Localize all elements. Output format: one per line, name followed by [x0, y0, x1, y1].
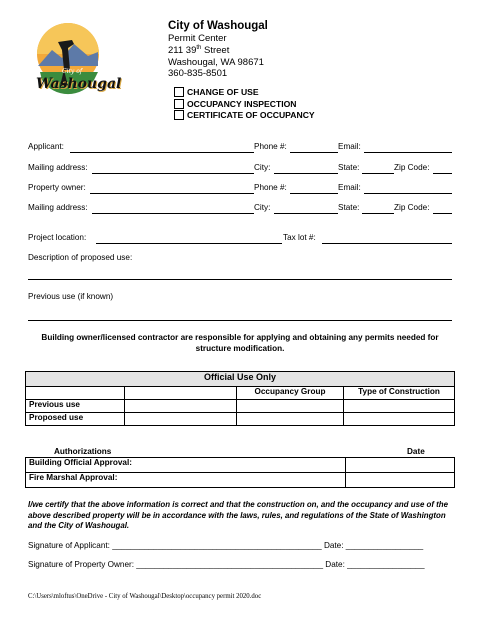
label-applicant: Applicant:	[28, 142, 64, 151]
checkbox-occupancy-inspection[interactable]	[174, 99, 184, 109]
dept-name: Permit Center	[168, 33, 227, 44]
checkbox-certificate-of-occupancy[interactable]	[174, 110, 184, 120]
label-zip-2: Zip Code:	[394, 203, 430, 212]
label-previous-use: Previous use (if known)	[28, 292, 114, 301]
logo-washougal: Washougal	[36, 76, 122, 92]
signature-owner-line[interactable]: Signature of Property Owner: _________________________________________ Date: _________________	[28, 560, 425, 569]
official-use-table	[25, 371, 455, 426]
cell-prev-type[interactable]	[344, 400, 455, 413]
label-owner: Property owner:	[28, 183, 86, 192]
label-email-2: Email:	[338, 183, 361, 192]
signature-applicant-line[interactable]: Signature of Applicant: ______________________________________________ Date: _________________	[28, 541, 424, 550]
city-field[interactable]	[274, 173, 338, 174]
col-occupancy-group: Occupancy Group	[237, 387, 344, 400]
authorizations-date-heading: Date	[407, 447, 425, 456]
label-city: City:	[254, 163, 271, 172]
building-approval-date[interactable]	[346, 458, 455, 473]
authorizations-heading: Authorizations	[54, 447, 112, 456]
description-field[interactable]	[28, 279, 452, 280]
project-location-field[interactable]	[96, 243, 282, 244]
label-mailing-2: Mailing address:	[28, 203, 88, 212]
state-field-2[interactable]	[362, 213, 394, 214]
row-previous-use: Previous use	[26, 400, 125, 413]
official-empty-header	[125, 387, 237, 400]
applicant-field[interactable]	[70, 152, 254, 153]
label-description: Description of proposed use:	[28, 253, 133, 262]
label-zip: Zip Code:	[394, 163, 430, 172]
document-path-footer: C:\Users\mloftus\OneDrive - City of Washougal\Desktop\occupancy permit 2020.doc	[28, 593, 262, 600]
label-city-2: City:	[254, 203, 271, 212]
city-logo	[28, 20, 122, 102]
street-suffix: th	[196, 45, 202, 51]
certification-statement: I/we certify that the above information is correct and that the construction on, and the occupancy and use of the above described property will be in accordance with the laws, rules, and regulations of the State of Washington and the City of Washougal.	[28, 500, 449, 530]
zip-field-2[interactable]	[433, 213, 452, 214]
label-mailing: Mailing address:	[28, 163, 88, 172]
label-state: State:	[338, 163, 360, 172]
col-type-construction: Type of Construction	[344, 387, 455, 400]
fire-approval-date[interactable]	[346, 473, 455, 488]
mailing-field[interactable]	[92, 173, 254, 174]
cell-prop-1[interactable]	[125, 413, 237, 426]
building-official-approval: Building Official Approval:	[26, 458, 346, 473]
checkbox-change-of-use[interactable]	[174, 87, 184, 97]
official-corner-cell	[26, 387, 125, 400]
responsibility-notice: Building owner/licensed contractor are responsible for applying and obtaining any permits needed for structure modification.	[41, 333, 439, 353]
email-field[interactable]	[364, 152, 452, 153]
phone-number: 360-835-8501	[168, 68, 228, 79]
label-tax-lot: Tax lot #:	[283, 233, 316, 242]
city-state: Washougal, WA 98671	[168, 57, 264, 68]
zip-field[interactable]	[433, 173, 452, 174]
checkbox-label-change-of-use: CHANGE OF USE	[187, 87, 259, 97]
phone-field-2[interactable]	[290, 193, 338, 194]
street-name: Street	[201, 45, 230, 57]
cell-prop-group[interactable]	[237, 413, 344, 426]
fire-marshal-approval: Fire Marshal Approval:	[26, 473, 346, 488]
previous-use-field[interactable]	[28, 320, 452, 321]
tax-lot-field[interactable]	[322, 243, 452, 244]
street-number: 211 39	[168, 45, 197, 57]
street-address	[168, 45, 229, 56]
checkbox-label-certificate: CERTIFICATE OF OCCUPANCY	[187, 110, 315, 120]
label-phone-2: Phone #:	[254, 183, 287, 192]
logo-city-of: City of	[62, 68, 83, 75]
cell-prev-1[interactable]	[125, 400, 237, 413]
label-phone: Phone #:	[254, 142, 287, 151]
cell-prev-group[interactable]	[237, 400, 344, 413]
label-state-2: State:	[338, 203, 360, 212]
cell-prop-type[interactable]	[344, 413, 455, 426]
city-field-2[interactable]	[274, 213, 338, 214]
label-project-location: Project location:	[28, 233, 87, 242]
label-email: Email:	[338, 142, 361, 151]
authorizations-table	[25, 457, 455, 488]
email-field-2[interactable]	[364, 193, 452, 194]
city-name: City of Washougal	[168, 20, 268, 32]
owner-field[interactable]	[90, 193, 254, 194]
official-use-title: Official Use Only	[26, 372, 455, 387]
phone-field[interactable]	[290, 152, 338, 153]
mailing-field-2[interactable]	[92, 213, 254, 214]
checkbox-label-occupancy-inspection: OCCUPANCY INSPECTION	[187, 99, 297, 109]
row-proposed-use: Proposed use	[26, 413, 125, 426]
state-field[interactable]	[362, 173, 394, 174]
